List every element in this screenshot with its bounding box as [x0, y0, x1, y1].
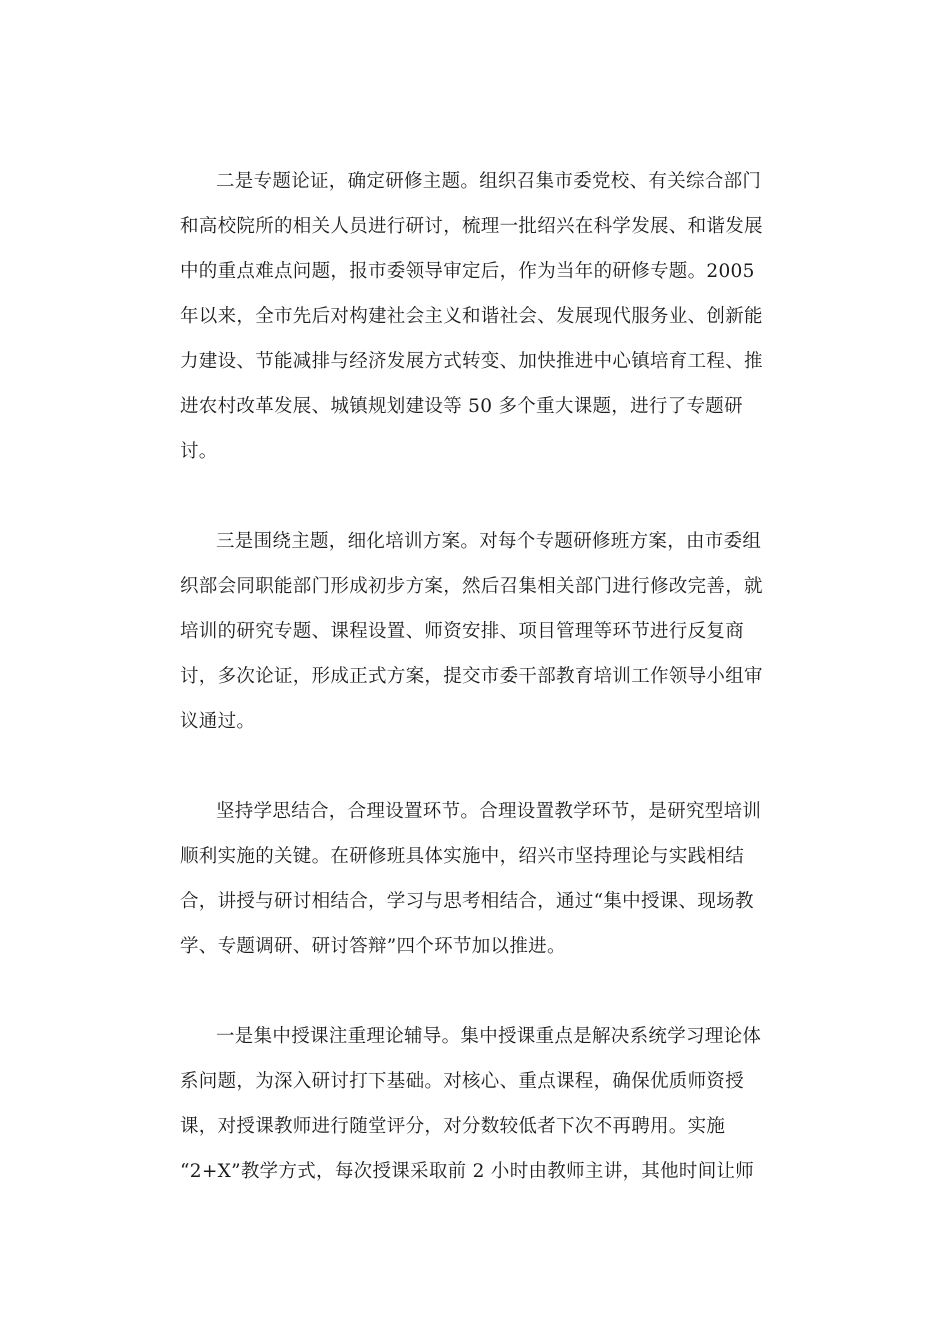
paragraph-4-line-3: 课，对授课教师进行随堂评分，对分数较低者下次不再聘用。实施	[180, 1116, 726, 1137]
paragraph-1-line-7: 讨。	[180, 441, 218, 462]
paragraph-3-line-4: 学、专题调研、研讨答辩”四个环节加以推进。	[180, 936, 566, 957]
paragraph-2-line-1: 三是围绕主题，细化培训方案。对每个专题研修班方案，由市委组	[216, 531, 762, 552]
paragraph-4-line-1: 一是集中授课注重理论辅导。集中授课重点是解决系统学习理论体	[216, 1026, 762, 1047]
paragraph-3-line-3: 合，讲授与研讨相结合，学习与思考相结合，通过“集中授课、现场教	[180, 891, 754, 912]
paragraph-3-line-2: 顺利实施的关键。在研修班具体实施中，绍兴市坚持理论与实践相结	[180, 846, 745, 867]
paragraph-2-line-2: 织部会同职能部门形成初步方案，然后召集相关部门进行修改完善，就	[180, 576, 763, 597]
paragraph-1-line-1: 二是专题论证，确定研修主题。组织召集市委党校、有关综合部门	[216, 171, 762, 192]
paragraph-1-line-3: 中的重点难点问题，报市委领导审定后，作为当年的研修专题。2005	[180, 261, 755, 282]
paragraph-4-line-2: 系问题，为深入研讨打下基础。对核心、重点课程，确保优质师资授	[180, 1071, 745, 1092]
paragraph-2-line-3: 培训的研究专题、课程设置、师资安排、项目管理等环节进行反复商	[180, 621, 745, 642]
paragraph-1-line-4: 年以来，全市先后对构建社会主义和谐社会、发展现代服务业、创新能	[180, 306, 763, 327]
paragraph-1-line-5: 力建设、节能减排与经济发展方式转变、加快推进中心镇培育工程、推	[180, 351, 763, 372]
paragraph-2-line-4: 讨，多次论证，形成正式方案，提交市委干部教育培训工作领导小组审	[180, 666, 763, 687]
paragraph-1-line-2: 和高校院所的相关人员进行研讨，梳理一批绍兴在科学发展、和谐发展	[180, 216, 763, 237]
paragraph-4-line-4: “2+X”教学方式，每次授课采取前 2 小时由教师主讲，其他时间让师	[180, 1161, 755, 1182]
paragraph-3-line-1: 坚持学思结合，合理设置环节。合理设置教学环节，是研究型培训	[216, 801, 762, 822]
paragraph-2-line-5: 议通过。	[180, 711, 256, 732]
paragraph-1-line-6: 进农村改革发展、城镇规划建设等 50 多个重大课题，进行了专题研	[180, 396, 743, 417]
